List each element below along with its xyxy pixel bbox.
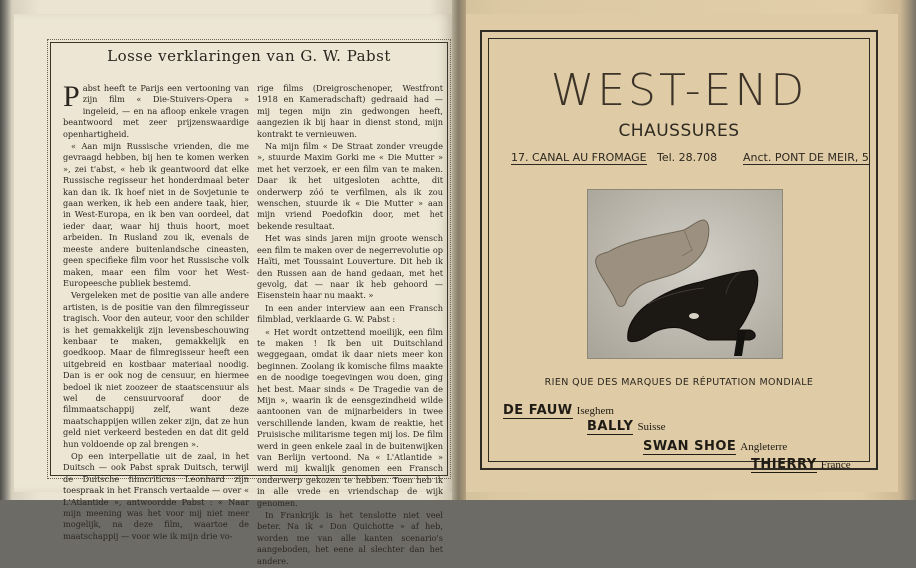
previous-address: Anct. PONT DE MEIR, 5	[743, 151, 869, 164]
brand-entry-name: DE FAUW	[503, 403, 573, 418]
brand-entry-place: Iseghem	[576, 405, 614, 417]
brand-entry-name: BALLY	[587, 419, 634, 434]
ad-tagline: RIEN QUE DES MARQUES DE RÉPUTATION MONDIALE	[544, 377, 814, 388]
shop-phone: Tel. 28.708	[657, 151, 718, 164]
brand-entry-place: Suisse	[637, 421, 666, 433]
brand-name: WEST-END	[550, 65, 808, 116]
paragraph-text: abst heeft te Parijs een vertooning van zijn film « Die-Stuivers-Opera » ingeleid, — en na afloop enkele vragen beantwoord met zeer prijzenswaardige openhartigheid.	[63, 83, 249, 139]
brand-entry-place: France	[820, 459, 851, 471]
article-frame	[50, 42, 448, 566]
brand-entry-name: THIERRY	[751, 457, 817, 472]
brand-entry-place: Angleterre	[740, 441, 788, 453]
book-gutter	[452, 0, 466, 500]
shop-address: 17. CANAL AU FROMAGE	[511, 151, 647, 164]
paragraph: rige films (Dreigroschenoper, Westfront 1918 en Kameradschaft) gedraaid had — mij tegen mijn zin gedwongen heeft, aangezien ik bij haar in dienst stond, mijn kontrakt te vernieuwen.	[257, 83, 443, 139]
article-column-1	[63, 80, 249, 543]
paragraph: Vergeleken met de positie van alle andere artisten, is de positie van den filmregisseur tragisch. Voor den auteur, voor den schilder is het gemakkelijk zijn levensbeschouwing kenbaar te maken, gemakkelijk en goedkoop. Maar de filmregisseur heeft een uitgebreid en kostbaar materiaal noodig. Dan is er ook nog de censuur, en hiermee bedoel ik niet zoozeer de staatscensuur als wel de censuurvooraf door de filmmaatschappij zelf, want deze maatschappijen willen zeker zijn, dat ze hun geld niet verkeerd besteden en dat dit geld hun voldoende op zal brengen ».	[63, 290, 249, 449]
paragraph: Na mijn film « De Straat zonder vreugde », stuurde Maxim Gorki me « Die Mutter » met het verzoek, er een film van te maken. Daar ik het uitgesloten achtte, dit onderwerp zóó te verfilmen, als ik zou wenschen, stuurde ik « Die Mutter » aan mijn vriend Poedofkin door, met het bekende resultaat.	[257, 141, 443, 231]
left-page	[14, 14, 454, 566]
paragraph: « Aan mijn Russische vrienden, die me gevraagd hebben, bij hen te komen werken », zei t'abst, « heb ik geantwoord dat elke Russische regisseur het honderdmaal beter kan dan ik. Ik hoef niet in de Sovjetunie te gaan werken, ik heb een andere taak, hier, in West-Europa, en ik ben van oordeel, dat ieder daar, waar hij thuis hoort, moet arbeiden. In Rusland zou ik, evenals de meeste andere buitenlandsche cineasten, geen specifieke film voor het Russische volk maken, maar een film voor het West-Europeesche publiek bestemd.	[63, 141, 249, 288]
right-page-advertisement	[466, 14, 898, 492]
paragraph: In een ander interview aan een Fransch filmblad, verklaarde G. W. Pabst :	[257, 302, 443, 325]
paragraph: Op een interpellatie uit de zaal, in het Duitsch — ook Pabst sprak Duitsch, terwijl de Duitsche filmcriticus Leonhard zijn toespraak in het Fransch vertaalde — over « L'Atlantide », antwoordde Pabst : « Naar mijn meening was het voor mij niet meer mogelijk, na deze film, waartoe de maatschappij — voor wie ik mijn drie vo-	[63, 451, 249, 541]
buckle-icon	[689, 313, 699, 319]
ad-inner-frame	[488, 38, 870, 472]
brand-entry-name: SWAN SHOE	[643, 439, 737, 454]
brand-subtitle: CHAUSSURES	[618, 121, 740, 141]
brand-entry	[643, 435, 787, 454]
drop-cap: P	[63, 80, 80, 113]
paragraph: « Het wordt ontzettend moeilijk, een film te maken ! Ik ben uit Duitschland weggegaan, omdat ik daar niets meer kon beginnen. Zoolang ik komische films maakte en de noodige toegevingen wou doen, ging het best. Maar sinds « De Tragedie van de Mijn », waarin ik de eensgezindheid wilde aantoonen van de mijnarbeiders in twee verschillende landen, kwam de reaktie, het Pruisische militarisme tegen mij los. De film werd in geen enkele zaal in de buitenwijken van Berlijn vertoond. Na « L'Atlantide » werd mij kwalijk genomen een Fransch onderwerp gekozen te hebben. Toen heb ik in alle vrede en vriendschap de wijk genomen.	[257, 326, 443, 508]
brand-entry	[751, 453, 851, 472]
paragraph: In Frankrijk is het tenslotte niet veel beter. Na ik « Don Quichotte » af heb, worden me van alle kanten scenario's aangeboden, het eene al slechter dan het andere.	[257, 510, 443, 566]
shoes-illustration	[588, 190, 782, 358]
paragraph	[63, 80, 249, 140]
article-column-2	[257, 83, 443, 568]
brand-entry	[587, 415, 666, 434]
article-title: Losse verklaringen van G. W. Pabst	[107, 47, 391, 65]
ad-outer-frame	[480, 30, 878, 470]
paragraph: Het was sinds jaren mijn groote wensch een film te maken over de negerrevolutie op Haïti, met Toussaint Louverture. Dit heb ik den Russen aan de hand gedaan, met het gevolg, dat — naar ik heb gehoord — Eisenstein haar nu maakt. »	[257, 233, 443, 301]
shoe-photograph	[587, 189, 783, 359]
